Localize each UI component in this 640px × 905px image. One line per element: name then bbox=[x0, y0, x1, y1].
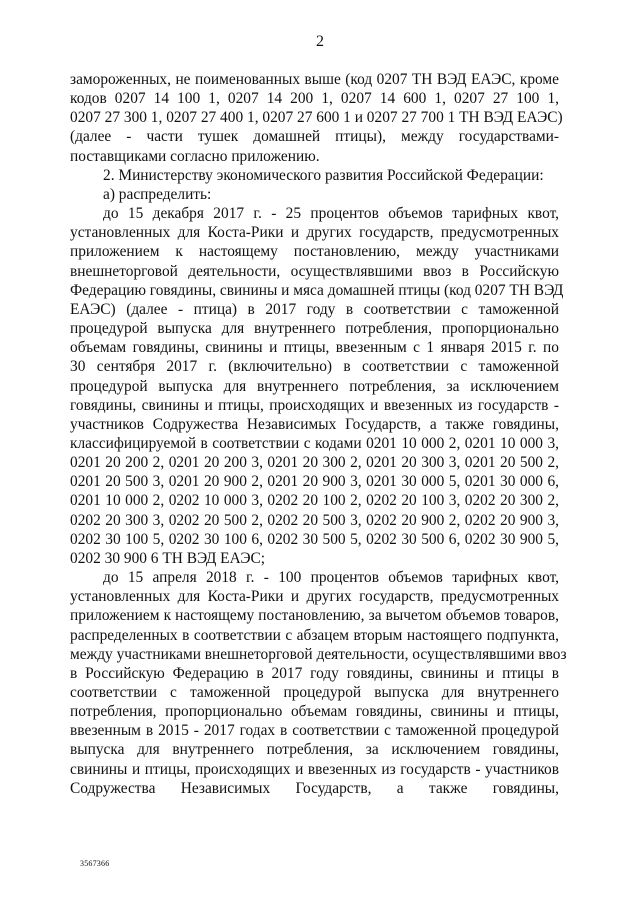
text-line: установленных для Коста-Рики и других государств, предусмотренных bbox=[70, 224, 559, 242]
text-line: Федерацию говядины, свинины и мяса домашней птицы (код 0207 ТН ВЭД bbox=[70, 281, 564, 299]
text-line: 0201 20 200 2, 0201 20 200 3, 0201 20 300 2, 0201 20 300 3, 0201 20 500 2, bbox=[70, 454, 559, 472]
text-line: ввезенным в 2015 - 2017 годах в соответствии с таможенной процедурой bbox=[70, 722, 559, 740]
text-line: приложением к настоящему постановлению, между участниками bbox=[70, 243, 559, 261]
text-line: приложением к настоящему постановлению, за вычетом объемов товаров, bbox=[70, 607, 559, 625]
paragraph bbox=[70, 204, 564, 568]
text-line: 0202 20 300 3, 0202 20 500 2, 0202 20 500 3, 0202 20 900 2, 0202 20 900 3, bbox=[70, 511, 559, 529]
text-line: участников Содружества Независимых Государств, а также говядины, bbox=[70, 415, 559, 433]
text-line: поставщиками согласно приложению. bbox=[70, 147, 320, 165]
text-line: свинины и птицы, происходящих и ввезенных из государств - участников bbox=[70, 760, 559, 778]
text-line: между участниками внешнеторговой деятельности, осуществлявшими ввоз bbox=[70, 645, 567, 663]
text-line: 0201 20 500 3, 0201 20 900 2, 0201 20 900 3, 0201 30 000 5, 0201 30 000 6, bbox=[70, 473, 559, 491]
paragraph bbox=[70, 166, 559, 185]
text-line: 0201 10 000 2, 0202 10 000 3, 0202 20 100 2, 0202 20 100 3, 0202 20 300 2, bbox=[70, 492, 559, 510]
text-line: до 15 декабря 2017 г. - 25 процентов объемов тарифных квот, bbox=[103, 205, 559, 223]
document-code: 3567366 bbox=[80, 859, 110, 868]
text-line: (далее - части тушек домашней птицы), между государствами- bbox=[70, 128, 559, 146]
text-line: внешнеторговой деятельности, осуществлявшими ввоз в Российскую bbox=[70, 262, 559, 280]
text-line: потребления, пропорционально объемам говядины, свинины и птицы, bbox=[70, 703, 559, 721]
text-line: соответствии с таможенной процедурой выпуска для внутреннего bbox=[70, 684, 559, 701]
paragraph bbox=[70, 568, 567, 798]
text-line: классифицируемой в соответствии с кодами 0201 10 000 2, 0201 10 000 3, bbox=[70, 434, 559, 452]
text-line: а) распределить: bbox=[103, 185, 212, 203]
text-line: замороженных, не поименованных выше (код 0207 ТН ВЭД ЕАЭС, кроме bbox=[70, 71, 559, 88]
text-line: 2. Министерству экономического развития Российской Федерации: bbox=[103, 166, 544, 184]
text-line: говядины, свинины и птицы, происходящих и ввезенных из государств - bbox=[70, 396, 559, 414]
text-line: установленных для Коста-Рики и других государств, предусмотренных bbox=[70, 588, 559, 606]
page-number: 2 bbox=[316, 33, 324, 50]
text-line: распределенных в соответствии с абзацем вторым настоящего подпункта, bbox=[70, 626, 559, 644]
text-line: процедурой выпуска для внутреннего потребления, за исключением bbox=[70, 377, 559, 395]
text-line: 30 сентября 2017 г. (включительно) в соответствии с таможенной bbox=[70, 358, 559, 376]
text-line: в Российскую Федерацию в 2017 году говядины, свинины и птицы в bbox=[70, 664, 559, 682]
text-line: Содружества Независимых Государств, а также говядины, bbox=[70, 779, 559, 797]
text-line: объемам говядины, свинины и птицы, ввезенным с 1 января 2015 г. по bbox=[70, 339, 559, 357]
text-line: 0202 30 100 5, 0202 30 100 6, 0202 30 500 5, 0202 30 500 6, 0202 30 900 5, bbox=[70, 530, 559, 548]
paragraph bbox=[70, 70, 563, 166]
text-line: до 15 апреля 2018 г. - 100 процентов объемов тарифных квот, bbox=[103, 569, 559, 587]
text-line: 0207 27 300 1, 0207 27 400 1, 0207 27 600 1 и 0207 27 700 1 ТН ВЭД ЕАЭС) bbox=[70, 109, 563, 127]
text-line: выпуска для внутреннего потребления, за исключением говядины, bbox=[70, 741, 559, 759]
text-line: 0202 30 900 6 ТН ВЭД ЕАЭС; bbox=[70, 549, 266, 567]
text-line: ЕАЭС) (далее - птица) в 2017 году в соответствии с таможенной bbox=[70, 300, 559, 318]
document-body bbox=[70, 70, 567, 798]
text-line: процедурой выпуска для внутреннего потребления, пропорционально bbox=[70, 320, 559, 338]
text-line: кодов 0207 14 100 1, 0207 14 200 1, 0207 14 600 1, 0207 27 100 1, bbox=[70, 90, 559, 108]
paragraph bbox=[70, 185, 559, 204]
